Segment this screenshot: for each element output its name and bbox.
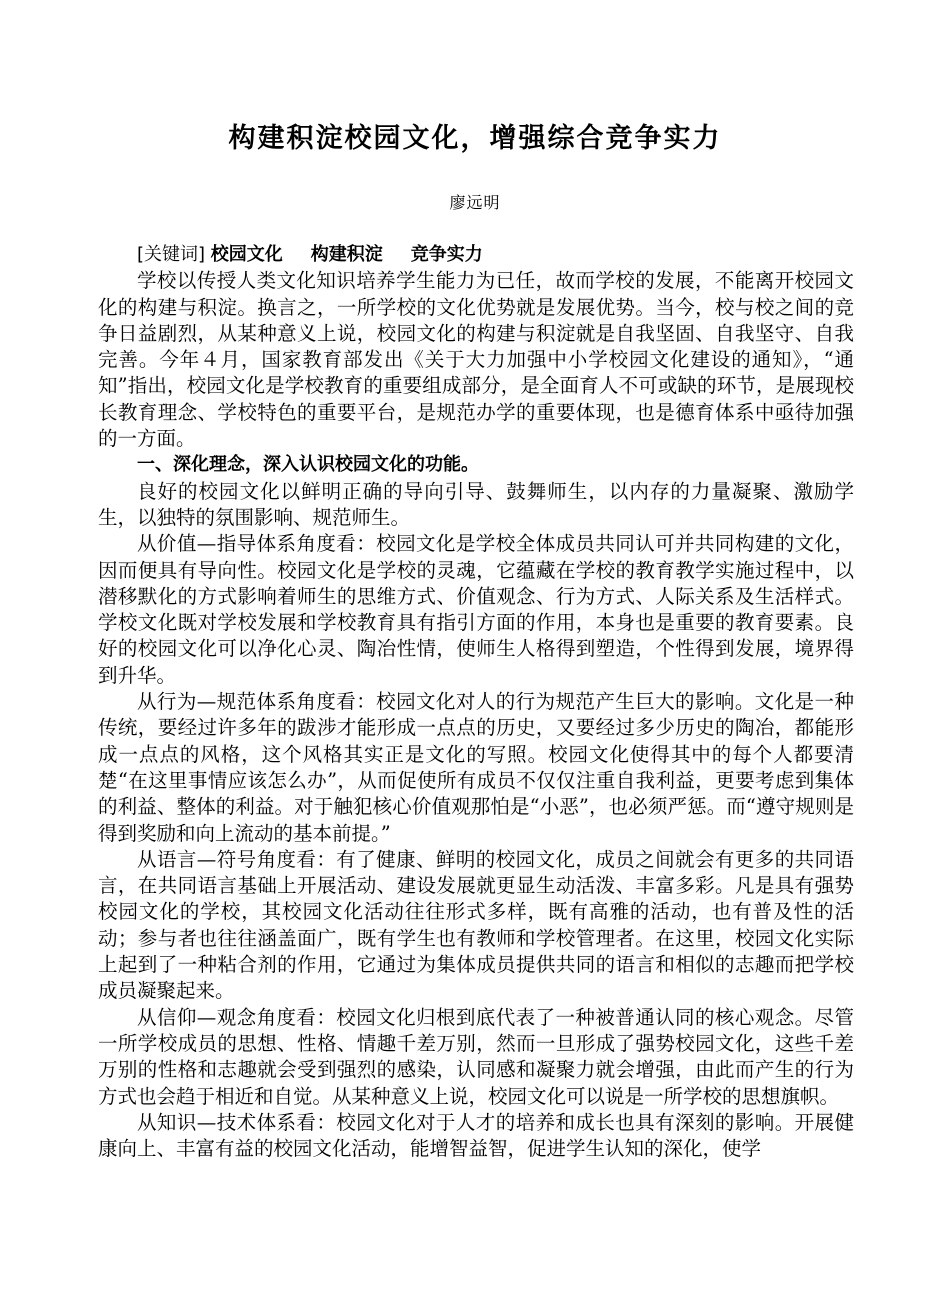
body-paragraph: 从信仰—观念角度看：校园文化归根到底代表了一种被普通认同的核心观念。尽管一所学校成员的思想、性格、情趣千差万别，然而一旦形成了强势校园文化，这些千差万别的性格和志趣就会受到强烈的感染，认同感和凝聚力就会增强，由此而产生的行为方式也会趋于相近和自觉。从某种意义上说，校园文化可以说是一所学校的思想旗帜。 bbox=[98, 1005, 854, 1108]
keyword-item: 构建积淀 bbox=[310, 244, 383, 265]
intro-paragraph: 学校以传授人类文化知识培养学生能力为已任，故而学校的发展，不能离开校园文化的构建与积淀。换言之，一所学校的文化优势就是发展优势。当今，校与校之间的竞争日益剧烈，从某种意义上说，校园文化的构建与积淀就是自我坚固、自我坚守、自我完善。今年４月，国家教育部发出《关于大力加强中小学校园文化建设的通知》，“通知”指出，校园文化是学校教育的重要组成部分，是全面育人不可或缺的环节，是展现校长教育理念、学校特色的重要平台，是规范办学的重要体现，也是德育体系中亟待加强的一方面。 bbox=[98, 269, 854, 451]
body-paragraph: 从知识—技术体系看：校园文化对于人才的培养和成长也具有深刻的影响。开展健康向上、丰富有益的校园文化活动，能增智益智，促进学生认知的深化，使学 bbox=[98, 1110, 854, 1161]
section-heading: 一、深化理念，深入认识校园文化的功能。 bbox=[137, 454, 479, 476]
body-paragraph: 良好的校园文化以鲜明正确的导向引导、鼓舞师生，以内存的力量凝聚、激励学生，以独特的氛围影响、规范师生。 bbox=[98, 479, 854, 529]
body-paragraph: 从语言—符号角度看：有了健康、鲜明的校园文化，成员之间就会有更多的共同语言，在共同语言基础上开展活动、建设发展就更显生动活泼、丰富多彩。凡是具有强势校园文化的学校，其校园文化活动往往形式多样，既有高雅的活动，也有普及性的活动；参与者也往往涵盖面广，既有学生也有教师和学校管理者。在这里，校园文化实际上起到了一种粘合剂的作用，它通过为集体成员提供共同的语言和相似的志趣而把学校成员凝聚起来。 bbox=[98, 847, 854, 1003]
body-paragraph: 从行为—规范体系角度看：校园文化对人的行为规范产生巨大的影响。文化是一种传统，要经过许多年的跋涉才能形成一点点的历史，又要经过多少历史的陶冶，都能形成一点点的风格，这个风格其实正是文化的写照。校园文化使得其中的每个人都要清楚“在这里事情应该怎么办”，从而促使所有成员不仅仅注重自我利益，更要考虑到集体的利益、整体的利益。对于触犯核心价值观那怕是“小恶”，也必须严惩。而“遵守规则是得到奖励和向上流动的基本前提。” bbox=[98, 690, 854, 845]
keyword-item: 校园文化 bbox=[210, 244, 283, 265]
document-title: 构建积淀校园文化，增强综合竞争实力 bbox=[228, 123, 722, 154]
keyword-item: 竞争实力 bbox=[410, 244, 483, 265]
body-paragraph: 从价值—指导体系角度看：校园文化是学校全体成员共同认可并共同构建的文化，因而便具有导向性。校园文化是学校的灵魂，它蕴藏在学校的教育教学实施过程中，以潜移默化的方式影响着师生的思维方式、价值观念、行为方式、人际关系及生活样式。学校文化既对学校发展和学校教育具有指引方面的作用，本身也是重要的教育要素。良好的校园文化可以净化心灵、陶冶性情，使师生人格得到塑造，个性得到发展，境界得到升华。 bbox=[98, 532, 854, 687]
keywords-line bbox=[98, 242, 854, 268]
keywords-label: [关键词] bbox=[137, 244, 206, 265]
document-body bbox=[98, 242, 854, 1162]
author-name: 廖远明 bbox=[449, 193, 501, 212]
